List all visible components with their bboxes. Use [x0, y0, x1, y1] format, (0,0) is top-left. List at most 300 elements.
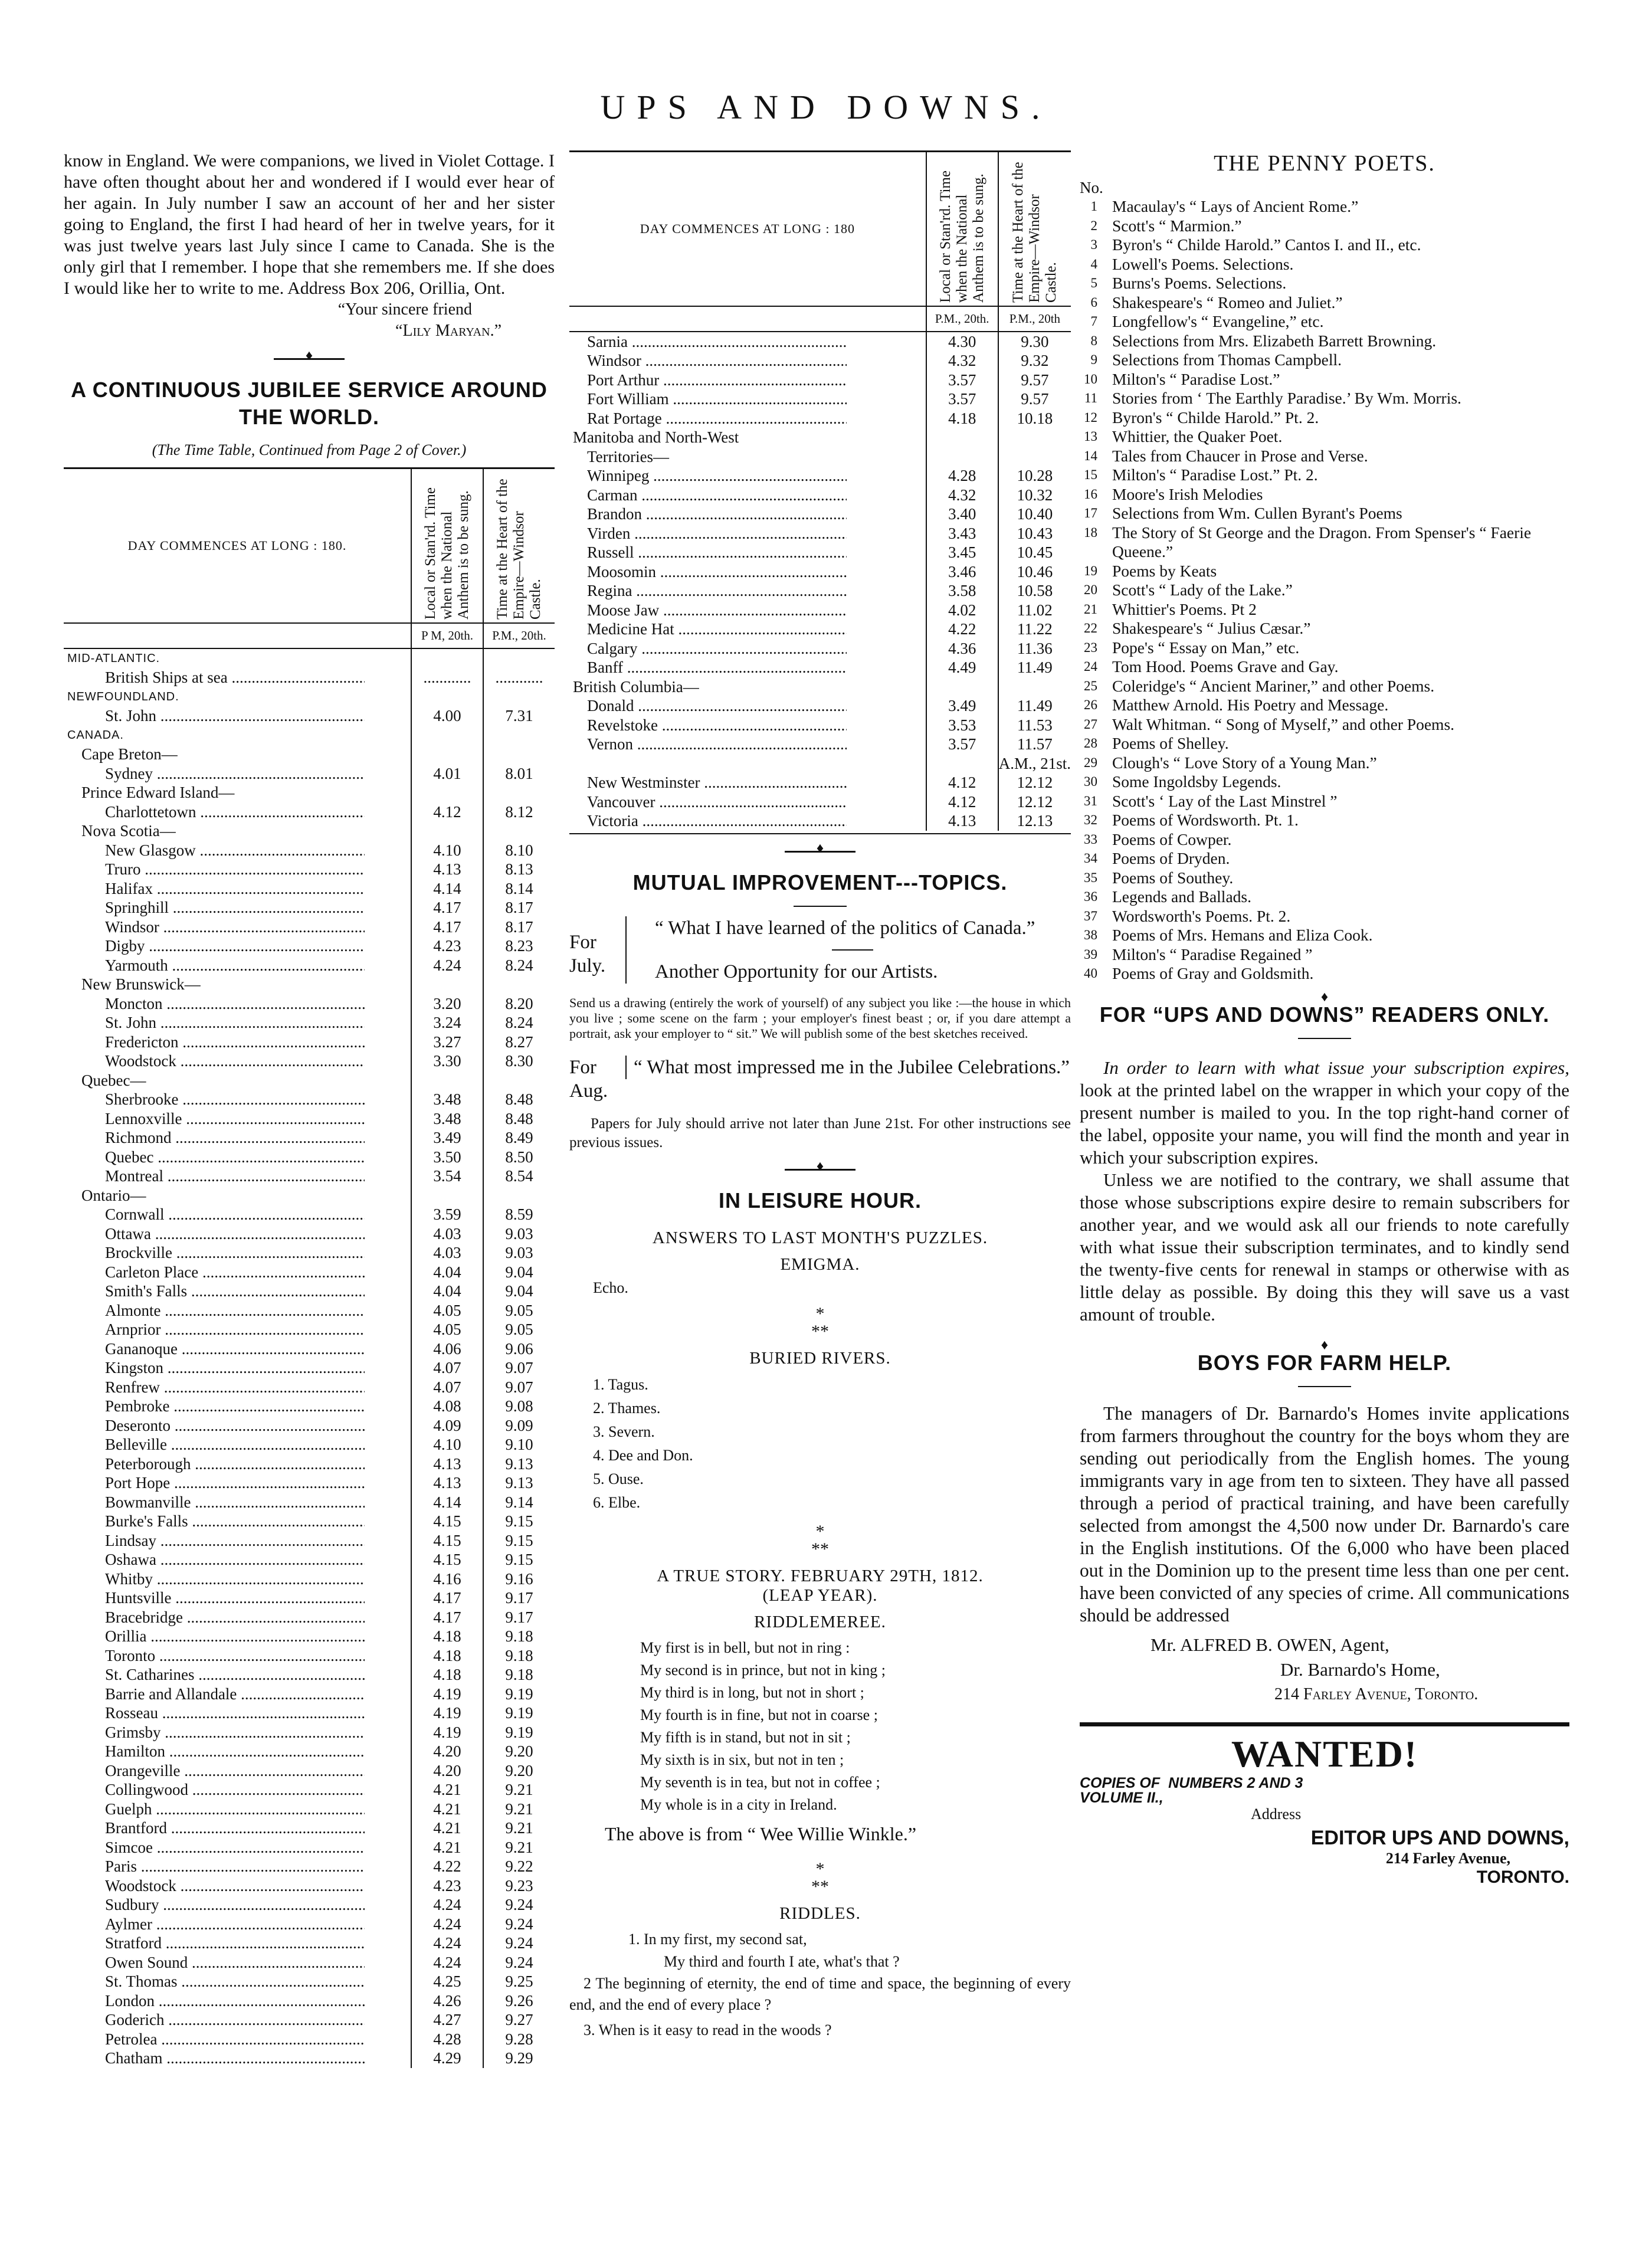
- poet-title: Tom Hood. Poems Grave and Gay.: [1112, 657, 1339, 676]
- artists-note: Send us a drawing (entirely the work of yourself) of any subject you like :—the house in which you live ; some scene on the farm ; your employer's finest beast ; or, if you dare attempt a portrait, ask your employer to “ sit.” We will publish some of the best sketches received.: [569, 995, 1071, 1041]
- empire-time: [483, 726, 555, 745]
- place-name: Kingston .....: [105, 1358, 365, 1378]
- empire-time: 9.24: [483, 1953, 555, 1972]
- timetable-row: [64, 2030, 555, 2049]
- place-name: Renfrew .....: [105, 1378, 365, 1397]
- local-time: 4.20: [411, 1742, 483, 1761]
- empire-time: 9.10: [483, 1435, 555, 1454]
- timetable-row: [64, 1588, 555, 1608]
- timetable-row: [64, 1934, 555, 1953]
- timetable-row: [64, 1473, 555, 1493]
- place-name: CANADA.: [67, 728, 124, 742]
- place-name: Whitby .....: [105, 1569, 365, 1589]
- timetable-row: [64, 1397, 555, 1416]
- local-time: 4.18: [926, 409, 998, 428]
- place-name: Hamilton .....: [105, 1742, 365, 1761]
- poet-title: Tales from Chaucer in Prose and Verse.: [1112, 446, 1368, 465]
- empire-time: 10.18: [998, 409, 1071, 428]
- poet-number: 24: [1084, 659, 1097, 674]
- poet-number: 39: [1084, 946, 1097, 962]
- poet-number: 5: [1090, 276, 1097, 290]
- timetable-row: [569, 486, 1071, 505]
- poet-number: 7: [1090, 314, 1097, 329]
- local-time: [926, 754, 998, 774]
- jubilee-caption: (The Time Table, Continued from Page 2 of Cover.): [152, 441, 467, 458]
- poet-title: Coleridge's “ Ancient Mariner,” and other Poems.: [1112, 676, 1435, 695]
- poet-number: 26: [1084, 697, 1097, 712]
- empire-time: [483, 745, 555, 764]
- poet-title: Poems by Keats: [1112, 561, 1217, 580]
- poet-number: 1: [1090, 199, 1097, 214]
- ornament-divider: [785, 1169, 856, 1171]
- timetable-row: [64, 1071, 555, 1090]
- place-name: Peterborough .....: [105, 1454, 365, 1474]
- timetable-row: [64, 1128, 555, 1148]
- local-time: 4.13: [411, 860, 483, 879]
- day-commences-header: DAY COMMENCES AT LONG : 180.: [64, 468, 411, 624]
- empire-time: 10.28: [998, 466, 1071, 486]
- place-name: Smith's Falls .....: [105, 1282, 365, 1301]
- timetable-row: [64, 1703, 555, 1723]
- short-rule: [1298, 1386, 1351, 1387]
- local-time: 4.17: [411, 1588, 483, 1608]
- column-2: [569, 150, 1071, 2041]
- local-time: 4.32: [926, 486, 998, 505]
- aug-topic-text: “ What most impressed me in the Jubilee Celebrations.”: [625, 1056, 1071, 1079]
- timetable-row: [64, 1800, 555, 1819]
- riddle-3: 3. When is it easy to read in the woods ?: [584, 2021, 832, 2039]
- local-time: 4.21: [411, 1818, 483, 1838]
- empire-time: 9.03: [483, 1243, 555, 1263]
- poet-item: [1080, 849, 1569, 869]
- aug-label: For Aug.: [569, 1056, 608, 1102]
- empire-time: 9.07: [483, 1378, 555, 1397]
- empire-time: 11.57: [998, 735, 1071, 754]
- ornament-divider: [274, 358, 345, 360]
- enigma-answer: Echo.: [593, 1279, 628, 1296]
- empire-time: 9.06: [483, 1339, 555, 1359]
- timetable-row: [64, 956, 555, 975]
- local-time: 4.18: [411, 1646, 483, 1666]
- empire-time: 9.19: [483, 1703, 555, 1723]
- empire-time: [998, 677, 1071, 697]
- empire-time: 8.24: [483, 1013, 555, 1033]
- empire-time-header-2: Time at the Heart of the Empire—Windsor Castle.: [998, 152, 1071, 307]
- timetable-row: [64, 1685, 555, 1704]
- poet-number: 9: [1090, 352, 1097, 367]
- asterism: * **: [811, 1521, 829, 1559]
- empire-time: 9.04: [483, 1263, 555, 1282]
- poet-item: [1080, 657, 1569, 677]
- empire-time: [483, 975, 555, 994]
- poet-item: [1080, 638, 1569, 658]
- local-time: ............: [411, 668, 483, 687]
- poet-number: 31: [1084, 793, 1097, 808]
- local-time: 4.30: [926, 332, 998, 352]
- poet-title: Moore's Irish Melodies: [1112, 484, 1263, 503]
- poet-number: 29: [1084, 755, 1097, 770]
- poet-number: 12: [1084, 409, 1097, 425]
- timetable-row: [64, 1493, 555, 1512]
- local-time: 3.57: [926, 389, 998, 409]
- poet-item: [1080, 197, 1569, 217]
- local-time: 4.04: [411, 1263, 483, 1282]
- place-name: Chatham .....: [105, 2049, 365, 2068]
- leap-year-subheading: (LEAP YEAR).: [762, 1585, 878, 1605]
- poet-title: Longfellow's “ Evangeline,” etc.: [1112, 312, 1324, 330]
- place-name: Almonte .....: [105, 1301, 365, 1320]
- poet-number: 35: [1084, 870, 1097, 885]
- local-time: 4.28: [411, 2030, 483, 2049]
- local-time-header-2: Local or Stan'rd. Time when the National Anthem is to be sung.: [926, 152, 998, 307]
- asterism: * **: [811, 1303, 829, 1341]
- place-name: Prince Edward Island—: [81, 784, 235, 801]
- empire-time: 12.12: [998, 792, 1071, 812]
- local-time: 4.24: [411, 1953, 483, 1972]
- place-name: Halifax .....: [105, 879, 365, 899]
- local-time: 3.57: [926, 735, 998, 754]
- local-time: 4.20: [411, 1761, 483, 1781]
- empire-time: 9.15: [483, 1512, 555, 1531]
- place-name: Ontario—: [81, 1186, 146, 1204]
- riddles-heading: RIDDLES.: [779, 1903, 861, 1923]
- empire-time: 12.12: [998, 773, 1071, 792]
- place-name: Guelph .....: [105, 1800, 365, 1819]
- poet-number: 36: [1084, 889, 1097, 904]
- poet-title: Poems of Mrs. Hemans and Eliza Cook.: [1112, 926, 1373, 944]
- poet-number: 16: [1084, 486, 1097, 502]
- local-time: 4.07: [411, 1358, 483, 1378]
- riddle-1-line-1: 1. In my first, my second sat,: [628, 1930, 807, 1948]
- empire-time: [483, 783, 555, 802]
- timetable-row: [64, 936, 555, 956]
- place-name: Paris .....: [105, 1857, 365, 1876]
- empire-time: 11.02: [998, 601, 1071, 620]
- local-time: 4.13: [411, 1473, 483, 1493]
- place-name: Banff .....: [587, 658, 847, 677]
- place-name: Orangeville .....: [105, 1761, 365, 1781]
- empire-time: 9.13: [483, 1454, 555, 1474]
- poet-title: Walt Whitman. “ Song of Myself,” and other Poems.: [1112, 715, 1455, 733]
- local-time: 4.29: [411, 2049, 483, 2068]
- poet-title: Scott's “ Marmion.”: [1112, 216, 1242, 235]
- place-name: Ottawa .....: [105, 1224, 365, 1244]
- empire-time: 11.49: [998, 658, 1071, 677]
- empire-time: A.M., 21st.: [998, 754, 1071, 772]
- empire-time: 8.20: [483, 994, 555, 1014]
- riddlemeree-line: My second is in prince, but not in king ;: [640, 1661, 886, 1679]
- local-time: 4.12: [926, 792, 998, 812]
- local-time: 4.00: [411, 706, 483, 726]
- timetable-row: [64, 1435, 555, 1454]
- empire-time: 9.21: [483, 1838, 555, 1857]
- local-time: [926, 677, 998, 697]
- column-3: [1080, 150, 1569, 1887]
- local-time: 4.18: [411, 1627, 483, 1646]
- poet-item: [1080, 772, 1569, 792]
- timetable-row: [64, 1166, 555, 1186]
- local-time: 4.03: [411, 1224, 483, 1244]
- empire-time: 8.48: [483, 1090, 555, 1109]
- timetable-row: [569, 428, 1071, 447]
- timetable-row: [64, 1895, 555, 1915]
- boys-farm-heading: BOYS FOR FARM HELP.: [1197, 1350, 1452, 1375]
- poet-title: Clough's “ Love Story of a Young Man.”: [1112, 753, 1377, 772]
- timetable-row: [64, 1454, 555, 1474]
- local-time: 4.03: [411, 1243, 483, 1263]
- timetable-row: [64, 1780, 555, 1800]
- empire-time: 9.15: [483, 1550, 555, 1569]
- poet-number: 23: [1084, 640, 1097, 655]
- poet-item: [1080, 293, 1569, 313]
- place-name: British Ships at sea .....: [105, 668, 365, 687]
- local-time: 4.14: [411, 1493, 483, 1512]
- place-name: Brockville .....: [105, 1243, 365, 1263]
- place-name: Montreal .....: [105, 1166, 365, 1186]
- place-name: St. Thomas .....: [105, 1972, 365, 1991]
- local-time: 4.12: [411, 802, 483, 822]
- timetable-row: [64, 821, 555, 841]
- timetable-row: [569, 409, 1071, 428]
- place-name: Carman .....: [587, 486, 847, 505]
- poet-title: Byron's “ Childe Harold.” Cantos I. and II., etc.: [1112, 235, 1421, 254]
- short-rule: [794, 906, 847, 907]
- local-time: 4.36: [926, 639, 998, 658]
- thick-rule: [1080, 1722, 1569, 1726]
- local-time: 3.30: [411, 1051, 483, 1071]
- place-name: Moncton .....: [105, 994, 365, 1014]
- timetable-row: [64, 764, 555, 784]
- poet-number: 27: [1084, 716, 1097, 732]
- local-time: 4.17: [411, 1608, 483, 1627]
- timetable-row: [64, 1627, 555, 1646]
- poet-item: [1080, 274, 1569, 293]
- local-time: 3.46: [926, 562, 998, 582]
- poet-number: 22: [1084, 621, 1097, 635]
- poet-item: [1080, 408, 1569, 428]
- empire-subheader-2: P.M., 20th: [998, 306, 1071, 332]
- letter-signature: “Lily Maryan.”: [395, 322, 502, 340]
- riddlemeree-heading: RIDDLEMEREE.: [754, 1612, 886, 1631]
- local-time: [411, 1186, 483, 1205]
- place-name: St. John .....: [105, 706, 365, 726]
- enigma-heading: EMIGMA.: [780, 1254, 860, 1274]
- timetable-row: [64, 860, 555, 879]
- wanted-city: TORONTO.: [1476, 1867, 1569, 1887]
- timetable-row: [64, 802, 555, 822]
- poet-title: Whittier's Poems. Pt 2: [1112, 599, 1257, 618]
- empire-time: [483, 821, 555, 841]
- local-time: 4.13: [926, 811, 998, 831]
- local-time: 3.48: [411, 1109, 483, 1129]
- local-time: 4.23: [411, 1876, 483, 1896]
- empire-time: [483, 1186, 555, 1205]
- empire-time: 9.14: [483, 1493, 555, 1512]
- local-time: 4.21: [411, 1800, 483, 1819]
- local-time: 4.18: [411, 1665, 483, 1685]
- place-name: Fort William .....: [587, 389, 847, 409]
- poet-title: Poems of Cowper.: [1112, 830, 1232, 848]
- poet-number: 10: [1084, 371, 1097, 386]
- poet-number: 2: [1090, 218, 1097, 233]
- empire-time: 10.46: [998, 562, 1071, 582]
- timetable-row: [569, 811, 1071, 831]
- empire-time: 9.20: [483, 1742, 555, 1761]
- empire-time: 9.57: [998, 389, 1071, 409]
- poet-title: Lowell's Poems. Selections.: [1112, 254, 1294, 273]
- poet-title: Selections from Wm. Cullen Byrant's Poems: [1112, 504, 1402, 522]
- empire-time: 9.21: [483, 1780, 555, 1800]
- riddlemeree-line: My sixth is in six, but not in ten ;: [640, 1751, 844, 1768]
- poet-number: 13: [1084, 429, 1097, 444]
- empire-time: 12.13: [998, 811, 1071, 831]
- poet-item: [1080, 696, 1569, 715]
- empire-time: 10.40: [998, 504, 1071, 524]
- timetable-row: [569, 371, 1071, 390]
- local-time: 4.04: [411, 1282, 483, 1301]
- local-time: 4.17: [411, 917, 483, 937]
- poet-item: [1080, 235, 1569, 255]
- place-name: Vernon .....: [587, 735, 847, 754]
- local-time: 4.27: [411, 2010, 483, 2030]
- empire-time: 9.32: [998, 351, 1071, 371]
- poet-item: [1080, 504, 1569, 523]
- timetable-row: [64, 1416, 555, 1436]
- poet-item: [1080, 581, 1569, 600]
- empire-time: 9.28: [483, 2030, 555, 2049]
- empire-time: 9.22: [483, 1857, 555, 1876]
- place-name: Sherbrooke .....: [105, 1090, 365, 1109]
- empire-time: [998, 428, 1071, 447]
- poet-item: [1080, 945, 1569, 965]
- local-time: 4.05: [411, 1301, 483, 1320]
- poet-title: Shakespeare's “ Romeo and Juliet.”: [1112, 293, 1343, 312]
- poet-title: Matthew Arnold. His Poetry and Message.: [1112, 696, 1389, 714]
- timetable-row: [64, 841, 555, 860]
- empire-time: 8.01: [483, 764, 555, 784]
- poet-item: [1080, 523, 1569, 562]
- timetable-row: [569, 524, 1071, 543]
- local-time: 4.19: [411, 1685, 483, 1704]
- empire-time: 9.18: [483, 1665, 555, 1685]
- place-name: Owen Sound .....: [105, 1953, 365, 1972]
- timetable-row: [64, 1148, 555, 1167]
- answers-heading: ANSWERS TO LAST MONTH'S PUZZLES.: [652, 1228, 988, 1247]
- timetable-row: [64, 1186, 555, 1205]
- timetable-row: [64, 1358, 555, 1378]
- ornament-divider: [785, 851, 856, 853]
- empire-time: [483, 648, 555, 668]
- riddlemeree-line: My fifth is in stand, but not in sit ;: [640, 1728, 851, 1746]
- river-answer: 6. Elbe.: [593, 1493, 641, 1511]
- timetable-row: [569, 581, 1071, 601]
- timetable-row: [569, 735, 1071, 754]
- timetable-row: [64, 1205, 555, 1224]
- timetable-row: [569, 792, 1071, 812]
- empire-time: ............: [483, 668, 555, 687]
- place-name: Moose Jaw .....: [587, 601, 847, 620]
- timetable-row: [64, 1838, 555, 1857]
- place-name: Richmond .....: [105, 1128, 365, 1148]
- poet-number: 21: [1084, 601, 1097, 617]
- empire-time: [483, 1071, 555, 1090]
- poet-title: The Story of St George and the Dragon. From Spenser's “ Faerie Queene.”: [1112, 523, 1532, 561]
- poet-number: 30: [1084, 774, 1097, 789]
- local-time: 3.59: [411, 1205, 483, 1224]
- local-time: 3.53: [926, 716, 998, 735]
- local-time: 3.40: [926, 504, 998, 524]
- readers-paragraph-2: Unless we are notified to the contrary, we shall assume that those whose subscriptions expire desire to remain subscribers for another year, and we would ask all our friends to note carefully with what issue their subscription terminates, and to kindly send the twenty-five cents for renewal in stamps or otherwise with as little delay as possible. By doing this they will save us a vast amount of trouble.: [1080, 1169, 1569, 1325]
- local-time: 4.22: [411, 1857, 483, 1876]
- poet-title: Legends and Ballads.: [1112, 887, 1251, 906]
- poet-title: Poems of Wordsworth. Pt. 1.: [1112, 811, 1299, 829]
- local-time: 4.21: [411, 1780, 483, 1800]
- place-name: Windsor .....: [587, 351, 847, 371]
- timetable-row: [64, 687, 555, 707]
- poet-item: [1080, 677, 1569, 696]
- timetable-row: [64, 1569, 555, 1589]
- timetable-row: [569, 677, 1071, 697]
- agent-address-3: 214 Farley Avenue, Toronto.: [1274, 1685, 1479, 1703]
- timetable-row: [64, 1972, 555, 1991]
- asterism: * **: [811, 1859, 829, 1896]
- local-time: 4.09: [411, 1416, 483, 1436]
- empire-time: 9.18: [483, 1627, 555, 1646]
- local-time: 4.15: [411, 1512, 483, 1531]
- empire-time: 9.05: [483, 1320, 555, 1339]
- local-time: 3.49: [926, 696, 998, 716]
- poet-number: 8: [1090, 333, 1097, 348]
- place-name: Arnprior .....: [105, 1320, 365, 1339]
- place-name: Revelstoke .....: [587, 716, 847, 735]
- timetable-part-1: [64, 467, 555, 2068]
- place-name: Yarmouth .....: [105, 956, 365, 975]
- riddlemeree-verse: [569, 1637, 1071, 1816]
- poet-item: [1080, 887, 1569, 907]
- poet-title: Milton's “ Paradise Regained ”: [1112, 945, 1313, 964]
- local-time: 3.57: [926, 371, 998, 390]
- timetable-part-2: [569, 150, 1071, 831]
- timetable-row: [64, 1608, 555, 1627]
- empire-time: 9.15: [483, 1531, 555, 1551]
- local-time: 4.07: [411, 1378, 483, 1397]
- empire-time: 8.14: [483, 879, 555, 899]
- poet-title: Poems of Southey.: [1112, 868, 1234, 887]
- riddle-2: 2 The beginning of eternity, the end of time and space, the beginning of every end, and the end of every place ?: [569, 1974, 1071, 2013]
- timetable-row: [569, 447, 1071, 467]
- poet-number: 3: [1090, 237, 1097, 252]
- local-time: 3.24: [411, 1013, 483, 1033]
- local-time: 4.15: [411, 1531, 483, 1551]
- timetable-row: [569, 716, 1071, 735]
- local-time: 4.14: [411, 879, 483, 899]
- empire-time: 9.24: [483, 1934, 555, 1953]
- timetable-row: [64, 1013, 555, 1033]
- place-name: Quebec .....: [105, 1148, 365, 1167]
- papers-note: Papers for July should arrive not later than June 21st. For other instructions see previous issues.: [569, 1115, 1071, 1151]
- poet-item: [1080, 619, 1569, 638]
- timetable-row: [64, 1915, 555, 1934]
- letter-closing: “Your sincere friend: [337, 300, 472, 319]
- poet-item: [1080, 370, 1569, 389]
- timetable-row: [64, 1761, 555, 1781]
- empire-time: 9.18: [483, 1646, 555, 1666]
- local-time: 3.50: [411, 1148, 483, 1167]
- timetable-row: [64, 1339, 555, 1359]
- local-time: 4.49: [926, 658, 998, 677]
- local-time: 4.01: [411, 764, 483, 784]
- place-name: British Columbia—: [573, 677, 699, 696]
